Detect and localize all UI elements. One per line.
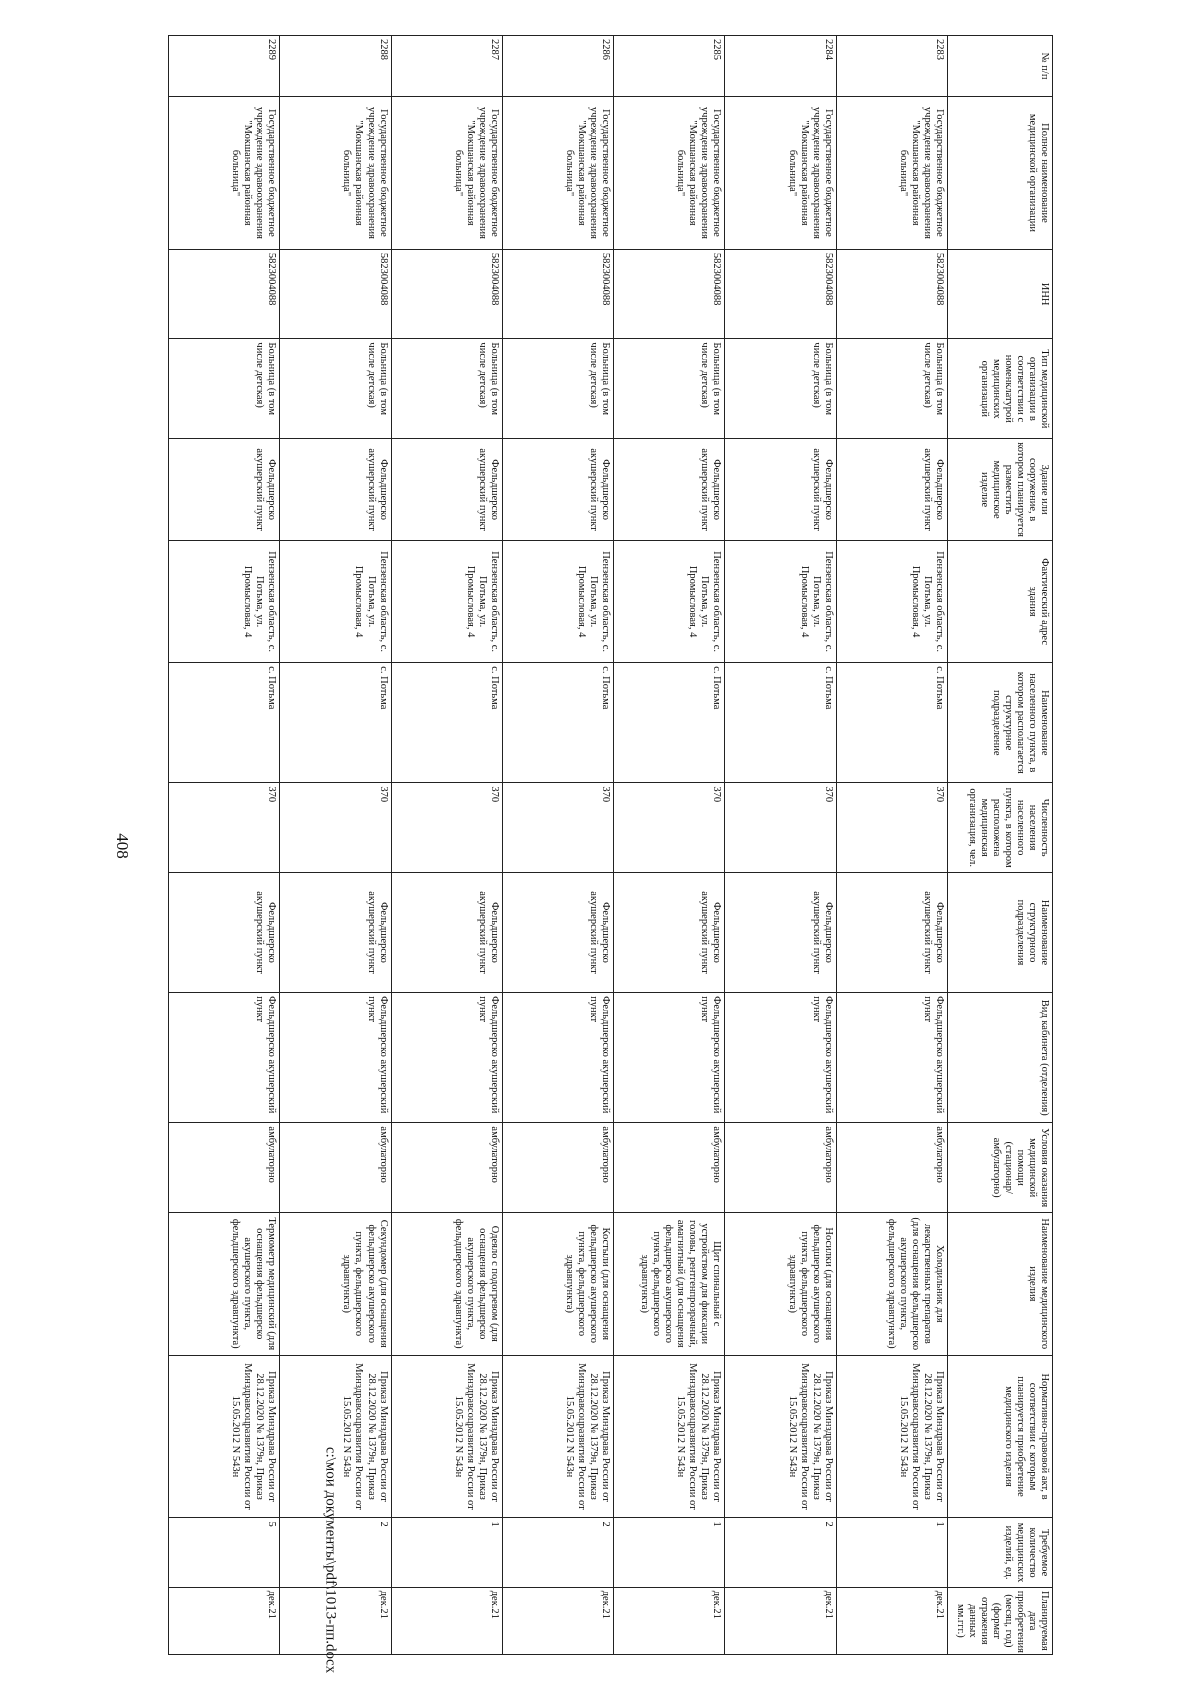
cell-act: Приказ Минздрава России от 28.12.2020 № 1379н, Приказ Минздравсоцразвития России от 15.05.2012 N 543н	[502, 1355, 613, 1518]
table-row	[725, 36, 836, 1655]
column-header: Нормативно-правовой акт, в соответствии с которым планируется приобретение медицинского изделия	[948, 1355, 1053, 1518]
cell-qty: 2	[502, 1518, 613, 1587]
column-header: Требуемое количество медицинских изделий, ед.	[948, 1518, 1053, 1587]
cell-date: дек.21	[391, 1587, 502, 1654]
equipment-table	[168, 35, 1053, 1655]
cell-cabinet: Фельдшерско акушерский пункт	[725, 993, 836, 1123]
cell-address: Пензенская область, с. Потьма, ул. Промысловая, 4	[502, 541, 613, 663]
column-header: № п/п	[948, 36, 1053, 97]
cell-n: 2285	[614, 36, 725, 97]
cell-n: 2287	[391, 36, 502, 97]
cell-address: Пензенская область, с. Потьма, ул. Промысловая, 4	[614, 541, 725, 663]
cell-act: Приказ Минздрава России от 28.12.2020 № 1379н, Приказ Минздравсоцразвития России от 15.05.2012 N 543н	[725, 1355, 836, 1518]
cell-qty: 2	[725, 1518, 836, 1587]
cell-population: 370	[280, 783, 391, 873]
cell-type: Больница (в том числе детская)	[391, 339, 502, 439]
file-path-footer: c:\мои документы\pdf\1013-пп.docx	[322, 1446, 339, 1674]
column-header: Условия оказания медицинской помощи (стационар/ амбулаторно)	[948, 1123, 1053, 1213]
column-header: Полное наименование медицинской организации	[948, 97, 1053, 250]
cell-unit: Фельдшерско акушерский пункт	[725, 872, 836, 992]
cell-n: 2288	[280, 36, 391, 97]
cell-unit: Фельдшерско акушерский пункт	[836, 872, 947, 992]
cell-cabinet: Фельдшерско акушерский пункт	[391, 993, 502, 1123]
cell-type: Больница (в том числе детская)	[169, 339, 280, 439]
cell-org: Государственное бюджетное учреждение здравоохранения "Мокшанская районная больница"	[169, 97, 280, 250]
cell-locality: с. Потьма	[725, 663, 836, 783]
cell-inn: 5823004088	[280, 249, 391, 339]
cell-cabinet: Фельдшерско акушерский пункт	[280, 993, 391, 1123]
column-header: Планируемая дата приобретения (месяц, год) (формат отражения данных мм.ггг.)	[948, 1587, 1053, 1654]
cell-act: Приказ Минздрава России от 28.12.2020 № 1379н, Приказ Минздравсоцразвития России от 15.05.2012 N 543н	[836, 1355, 947, 1518]
cell-building: Фельдшерско акушерский пункт	[391, 439, 502, 541]
cell-device: Секундомер (для оснащения фельдшерско акушерского пункта, фельдшерского здравпункта)	[280, 1213, 391, 1356]
cell-cabinet: Фельдшерско акушерский пункт	[614, 993, 725, 1123]
cell-inn: 5823004088	[725, 249, 836, 339]
table-header	[948, 36, 1053, 1655]
cell-population: 370	[836, 783, 947, 873]
cell-type: Больница (в том числе детская)	[280, 339, 391, 439]
cell-population: 370	[614, 783, 725, 873]
cell-device: Щит спинальный с устройством для фиксации головы, рентгенпрозрачный, амагнитный (для оснащения фельдшерско акушерского пункта, фельдшерского здравпункта)	[614, 1213, 725, 1356]
cell-qty: 1	[614, 1518, 725, 1587]
cell-date: дек.21	[725, 1587, 836, 1654]
cell-locality: с. Потьма	[836, 663, 947, 783]
table-row	[280, 36, 391, 1655]
column-header: Наименование структурного подразделения	[948, 872, 1053, 992]
cell-building: Фельдшерско акушерский пункт	[836, 439, 947, 541]
cell-n: 2289	[169, 36, 280, 97]
cell-unit: Фельдшерско акушерский пункт	[280, 872, 391, 992]
cell-conditions: амбулаторно	[502, 1123, 613, 1213]
cell-date: дек.21	[614, 1587, 725, 1654]
cell-cabinet: Фельдшерско акушерский пункт	[836, 993, 947, 1123]
cell-n: 2284	[725, 36, 836, 97]
cell-unit: Фельдшерско акушерский пункт	[502, 872, 613, 992]
column-header: Фактический адрес здания	[948, 541, 1053, 663]
cell-device: Носилки (для оснащения фельдшерско акушерского пункта, фельдшерского здравпункта)	[725, 1213, 836, 1356]
cell-date: дек.21	[836, 1587, 947, 1654]
page-number: 408	[113, 833, 132, 859]
cell-date: дек.21	[280, 1587, 391, 1654]
cell-unit: Фельдшерско акушерский пункт	[391, 872, 502, 992]
cell-org: Государственное бюджетное учреждение здравоохранения "Мокшанская районная больница"	[502, 97, 613, 250]
cell-locality: с. Потьма	[169, 663, 280, 783]
cell-n: 2286	[502, 36, 613, 97]
cell-locality: с. Потьма	[614, 663, 725, 783]
cell-inn: 5823004088	[391, 249, 502, 339]
table-row	[391, 36, 502, 1655]
cell-inn: 5823004088	[614, 249, 725, 339]
cell-act: Приказ Минздрава России от 28.12.2020 № 1379н, Приказ Минздравсоцразвития России от 15.05.2012 N 543н	[391, 1355, 502, 1518]
cell-conditions: амбулаторно	[836, 1123, 947, 1213]
table-body	[169, 36, 948, 1655]
cell-qty: 5	[169, 1518, 280, 1587]
cell-qty: 1	[391, 1518, 502, 1587]
cell-cabinet: Фельдшерско акушерский пункт	[169, 993, 280, 1123]
cell-conditions: амбулаторно	[280, 1123, 391, 1213]
cell-locality: с. Потьма	[280, 663, 391, 783]
cell-unit: Фельдшерско акушерский пункт	[169, 872, 280, 992]
cell-org: Государственное бюджетное учреждение здравоохранения "Мокшанская районная больница"	[614, 97, 725, 250]
cell-building: Фельдшерско акушерский пункт	[169, 439, 280, 541]
cell-address: Пензенская область, с. Потьма, ул. Промысловая, 4	[280, 541, 391, 663]
cell-inn: 5823004088	[836, 249, 947, 339]
column-header: Наименование медицинского изделия	[948, 1213, 1053, 1356]
cell-address: Пензенская область, с. Потьма, ул. Промысловая, 4	[391, 541, 502, 663]
cell-device: Одеяло с подогревом (для оснащения фельдшерско акушерского пункта, фельдшерского здравпункта)	[391, 1213, 502, 1356]
cell-conditions: амбулаторно	[391, 1123, 502, 1213]
cell-address: Пензенская область, с. Потьма, ул. Промысловая, 4	[836, 541, 947, 663]
cell-date: дек.21	[169, 1587, 280, 1654]
cell-device: Термометр медицинский (для оснащения фельдшерско акушерского пункта, фельдшерского здравпункта)	[169, 1213, 280, 1356]
column-header: Вид кабинета (отделения)	[948, 993, 1053, 1123]
cell-building: Фельдшерско акушерский пункт	[502, 439, 613, 541]
cell-inn: 5823004088	[169, 249, 280, 339]
cell-type: Больница (в том числе детская)	[836, 339, 947, 439]
cell-org: Государственное бюджетное учреждение здравоохранения "Мокшанская районная больница"	[725, 97, 836, 250]
cell-act: Приказ Минздрава России от 28.12.2020 № 1379н, Приказ Минздравсоцразвития России от 15.05.2012 N 543н	[169, 1355, 280, 1518]
cell-type: Больница (в том числе детская)	[614, 339, 725, 439]
cell-date: дек.21	[502, 1587, 613, 1654]
cell-act: Приказ Минздрава России от 28.12.2020 № 1379н, Приказ Минздравсоцразвития России от 15.05.2012 N 543н	[280, 1355, 391, 1518]
column-header: Тип медицинской организации в соответствии с номенклатурой медицинских организаций	[948, 339, 1053, 439]
cell-address: Пензенская область, с. Потьма, ул. Промысловая, 4	[725, 541, 836, 663]
cell-unit: Фельдшерско акушерский пункт	[614, 872, 725, 992]
cell-type: Больница (в том числе детская)	[502, 339, 613, 439]
cell-building: Фельдшерско акушерский пункт	[725, 439, 836, 541]
cell-building: Фельдшерско акушерский пункт	[280, 439, 391, 541]
cell-org: Государственное бюджетное учреждение здравоохранения "Мокшанская районная больница"	[280, 97, 391, 250]
cell-locality: с. Потьма	[502, 663, 613, 783]
cell-conditions: амбулаторно	[725, 1123, 836, 1213]
cell-population: 370	[725, 783, 836, 873]
table-row	[614, 36, 725, 1655]
cell-address: Пензенская область, с. Потьма, ул. Промысловая, 4	[169, 541, 280, 663]
column-header: Численность населения населенного пункта, в котором расположена медицинская организация, чел.	[948, 783, 1053, 873]
cell-cabinet: Фельдшерско акушерский пункт	[502, 993, 613, 1123]
equipment-table-container	[168, 35, 1053, 1655]
cell-n: 2283	[836, 36, 947, 97]
cell-org: Государственное бюджетное учреждение здравоохранения "Мокшанская районная больница"	[391, 97, 502, 250]
cell-locality: с. Потьма	[391, 663, 502, 783]
column-header: Здание или сооружение, в котором планируется разместить медицинское изделие	[948, 439, 1053, 541]
cell-qty: 2	[280, 1518, 391, 1587]
cell-qty: 1	[836, 1518, 947, 1587]
header-row	[948, 36, 1053, 1655]
table-row	[169, 36, 280, 1655]
table-row	[836, 36, 947, 1655]
cell-device: Холодильник для лекарственных препаратов (для оснащения фельдшерско акушерского пункта, фельдшерского здравпункта)	[836, 1213, 947, 1356]
cell-conditions: амбулаторно	[169, 1123, 280, 1213]
cell-population: 370	[391, 783, 502, 873]
cell-type: Больница (в том числе детская)	[725, 339, 836, 439]
cell-act: Приказ Минздрава России от 28.12.2020 № 1379н, Приказ Минздравсоцразвития России от 15.05.2012 N 543н	[614, 1355, 725, 1518]
column-header: Наименование населенного пункта, в котором располагается структурное подразделение	[948, 663, 1053, 783]
cell-device: Костыли (для оснащения фельдшерско акушерского пункта, фельдшерского здравпункта)	[502, 1213, 613, 1356]
cell-org: Государственное бюджетное учреждение здравоохранения "Мокшанская районная больница"	[836, 97, 947, 250]
cell-population: 370	[502, 783, 613, 873]
cell-building: Фельдшерско акушерский пункт	[614, 439, 725, 541]
cell-conditions: амбулаторно	[614, 1123, 725, 1213]
cell-inn: 5823004088	[502, 249, 613, 339]
column-header: ИНН	[948, 249, 1053, 339]
table-row	[502, 36, 613, 1655]
cell-population: 370	[169, 783, 280, 873]
